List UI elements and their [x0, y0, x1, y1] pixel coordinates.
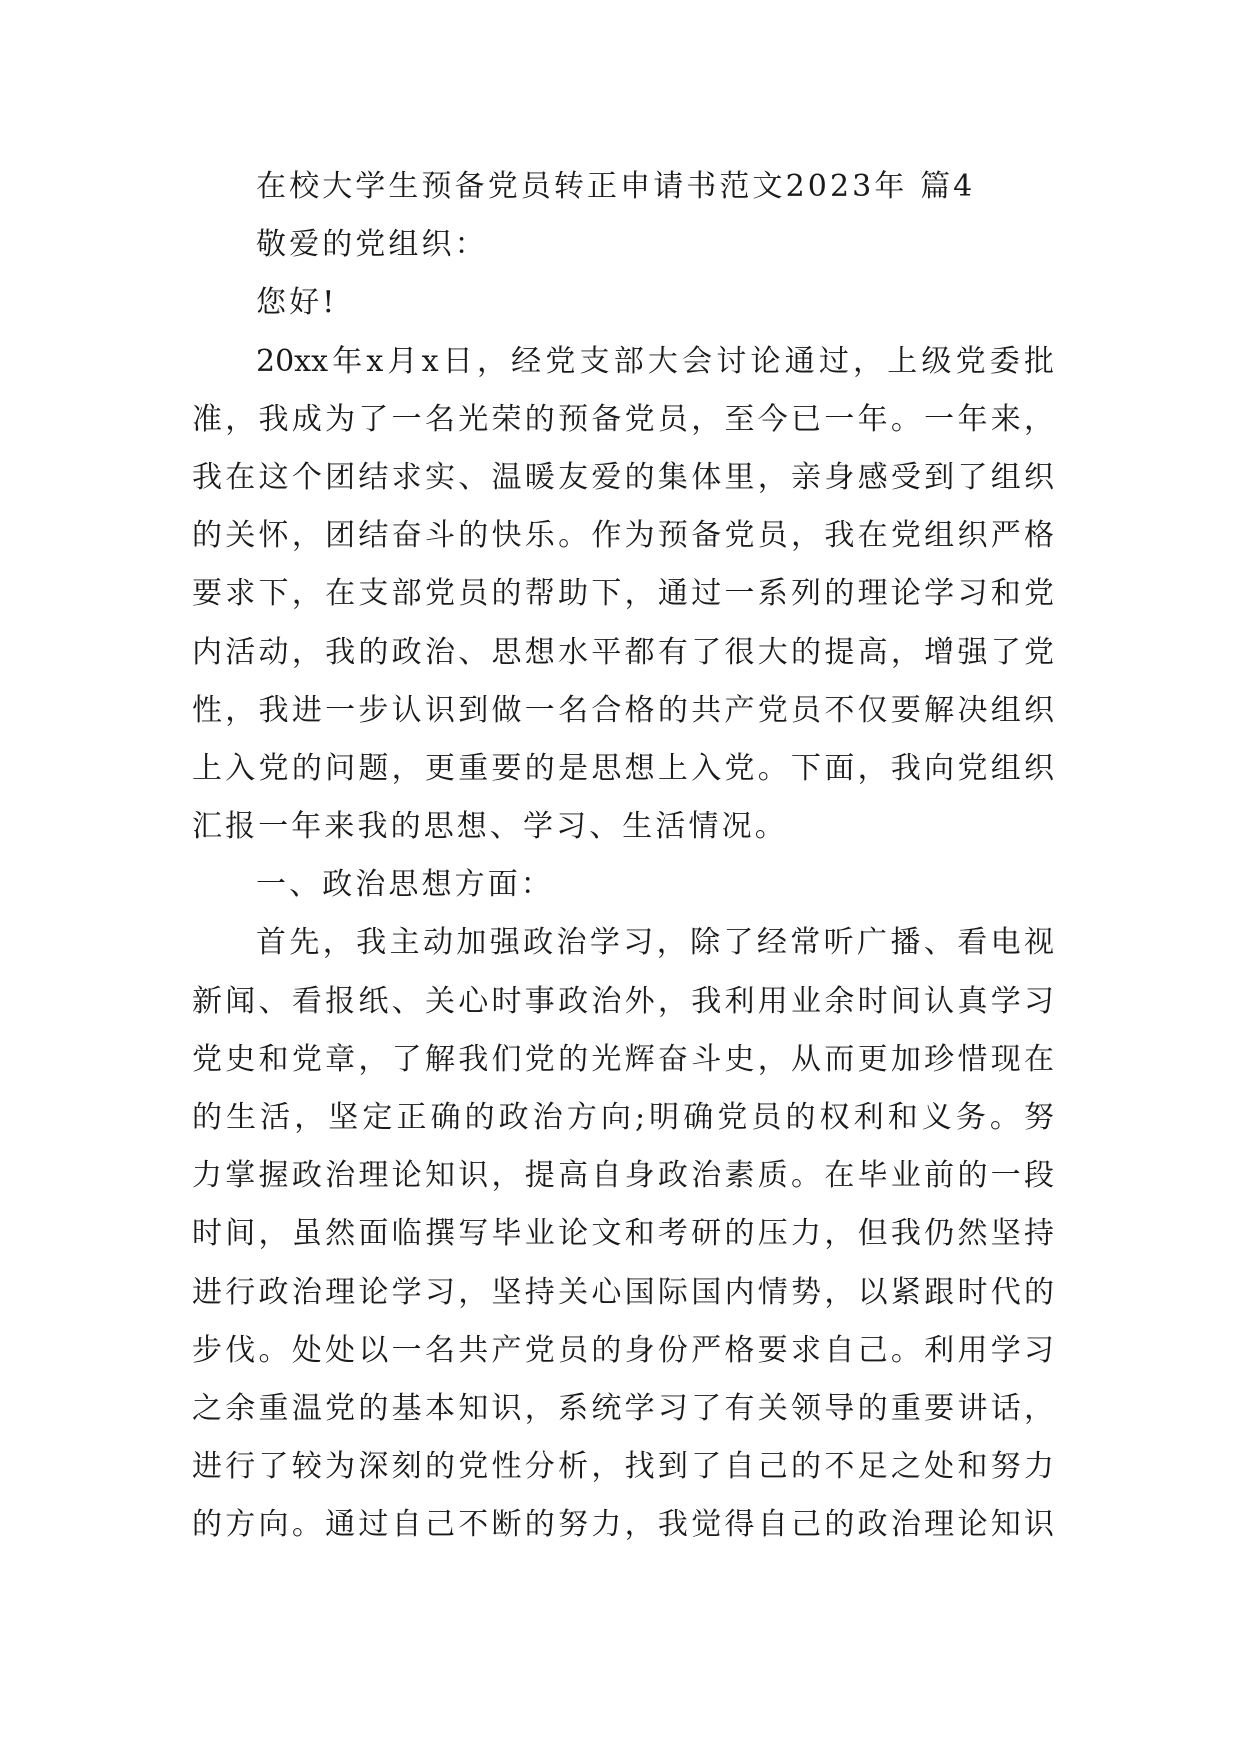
paragraph-line: 时间，虽然面临撰写毕业论文和考研的压力，但我仍然坚持: [192, 1216, 1054, 1252]
document-title: 在校大学生预备党员转正申请书范文2023年 篇4: [256, 169, 976, 204]
paragraph-line: 20xx年x月x日，经党支部大会讨论通过，上级党委批: [256, 343, 1054, 379]
paragraph-line: 新闻、看报纸、关心时事政治外，我利用业余时间认真学习: [192, 983, 1054, 1019]
paragraph-line: 上入党的问题，更重要的是思想上入党。下面，我向党组织: [192, 750, 1054, 786]
section-heading: 一、政治思想方面：: [256, 867, 554, 903]
paragraph-line: 步伐。处处以一名共产党员的身份严格要求自己。利用学习: [192, 1332, 1054, 1368]
paragraph-line: 内活动，我的政治、思想水平都有了很大的提高，增强了党: [192, 634, 1054, 670]
paragraph-line: 的方向。通过自己不断的努力，我觉得自己的政治理论知识: [192, 1507, 1054, 1543]
paragraph-line: 性，我进一步认识到做一名合格的共产党员不仅要解决组织: [192, 692, 1054, 728]
paragraph-line: 进行政治理论学习，坚持关心国际国内情势，以紧跟时代的: [192, 1274, 1054, 1310]
paragraph-line: 我在这个团结求实、温暖友爱的集体里，亲身感受到了组织: [192, 459, 1054, 495]
paragraph-line: 党史和党章，了解我们党的光辉奋斗史，从而更加珍惜现在: [192, 1041, 1054, 1077]
paragraph-line: 要求下，在支部党员的帮助下，通过一系列的理论学习和党: [192, 576, 1054, 612]
paragraph-line: 的关怀，团结奋斗的快乐。作为预备党员，我在党组织严格: [192, 518, 1054, 554]
paragraph-line: 准，我成为了一名光荣的预备党员，至今已一年。一年来，: [192, 401, 1054, 437]
salutation: 敬爱的党组织：: [256, 227, 488, 263]
paragraph-line: 首先，我主动加强政治学习，除了经常听广播、看电视: [256, 925, 1054, 961]
paragraph-line: 的生活，坚定正确的政治方向;明确党员的权利和义务。努: [192, 1100, 1054, 1135]
paragraph-line: 进行了较为深刻的党性分析，找到了自己的不足之处和努力: [192, 1449, 1054, 1485]
paragraph-1: [192, 333, 1054, 857]
paragraph-line: 之余重温党的基本知识，系统学习了有关领导的重要讲话，: [192, 1390, 1054, 1426]
greeting: 您好!: [256, 285, 338, 321]
document-body: [192, 158, 1054, 1555]
paragraph-line: 汇报一年来我的思想、学习、生活情况。: [192, 809, 788, 845]
paragraph-line: 力掌握政治理论知识，提高自身政治素质。在毕业前的一段: [192, 1158, 1054, 1194]
paragraph-2: [192, 914, 1054, 1554]
